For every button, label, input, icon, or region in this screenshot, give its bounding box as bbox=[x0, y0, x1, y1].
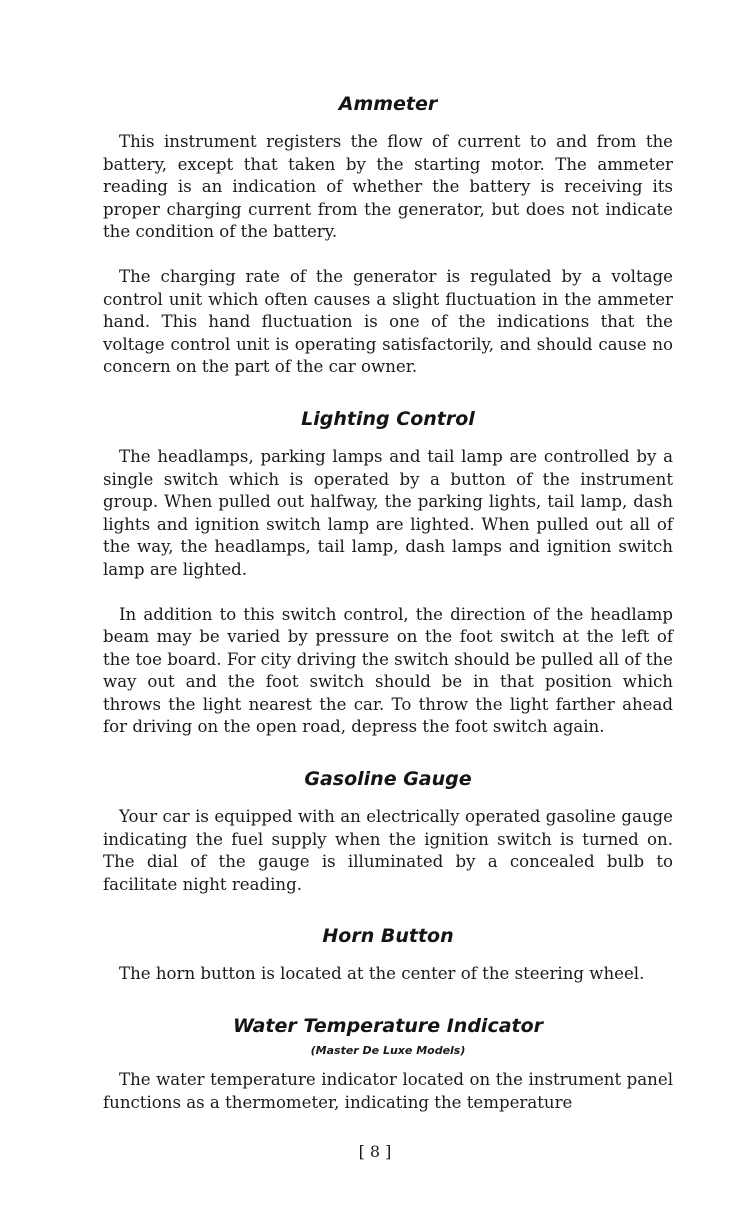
paragraph-text: Your car is equipped with an electrically operated gasoline gauge indicating the fuel supply when the ignition switch is turned on. The dial of the gauge is illuminated by a concealed bulb to facilitate night reading. bbox=[103, 807, 673, 894]
paragraph-text: The horn button is located at the center of the steering wheel. bbox=[119, 964, 645, 984]
section-title: Lighting Control bbox=[301, 407, 475, 430]
paragraph bbox=[103, 1069, 673, 1114]
paragraph-text: The charging rate of the generator is regulated by a voltage control unit which often causes a slight fluctuation in the ammeter hand. This hand fluctuation is one of the indications that the voltage control unit is operating satisfactorily, and should cause no concern on the part of the car owner. bbox=[103, 266, 673, 377]
section-title: Water Temperature Indicator bbox=[232, 1015, 544, 1038]
paragraph-text: In addition to this switch control, the direction of the headlamp beam may be varied by pressure on the foot switch at the left of the toe board. For city driving the switch should be pulled all of the way out and the foot switch should be in that position which throws the light nearest the car. To throw the light farther ahead for driving on the open road, depress the foot switch again. bbox=[103, 604, 673, 737]
manual-page bbox=[103, 92, 673, 1124]
paragraph-text: The headlamps, parking lamps and tail lamp are controlled by a single switch which is operated by a button of the instrument group. When pulled out halfway, the parking lights, tail lamp, dash lights and ignition switch lamp are lighted. When pulled out all of the way, the headlamps, tail lamp, dash lamps and ignition switch lamp are lighted. bbox=[103, 446, 673, 579]
section-title: Gasoline Gauge bbox=[304, 768, 472, 791]
section-water-temperature-indicator bbox=[103, 1014, 673, 1114]
section-ammeter bbox=[103, 92, 673, 379]
section-lighting-control bbox=[103, 407, 673, 739]
paragraph bbox=[103, 604, 673, 740]
paragraph bbox=[103, 806, 673, 896]
section-title: Horn Button bbox=[322, 925, 454, 948]
page-number: [ 8 ] bbox=[358, 1142, 392, 1161]
paragraph bbox=[103, 131, 673, 244]
paragraph bbox=[103, 963, 673, 986]
paragraph-text: The water temperature indicator located on the instrument panel functions as a thermometer, indicating the temperature bbox=[103, 1070, 673, 1112]
paragraph bbox=[103, 266, 673, 379]
section-gasoline-gauge bbox=[103, 767, 673, 896]
section-subtitle: (Master De Luxe Models) bbox=[310, 1044, 466, 1058]
section-title: Ammeter bbox=[338, 93, 438, 115]
paragraph bbox=[103, 446, 673, 582]
paragraph-text: This instrument registers the flow of current to and from the battery, except that taken by the starting motor. The ammeter reading is an indication of whether the battery is receiving its proper charging current from the generator, but does not indicate the condition of the battery. bbox=[103, 132, 673, 242]
section-horn-button bbox=[103, 924, 673, 986]
